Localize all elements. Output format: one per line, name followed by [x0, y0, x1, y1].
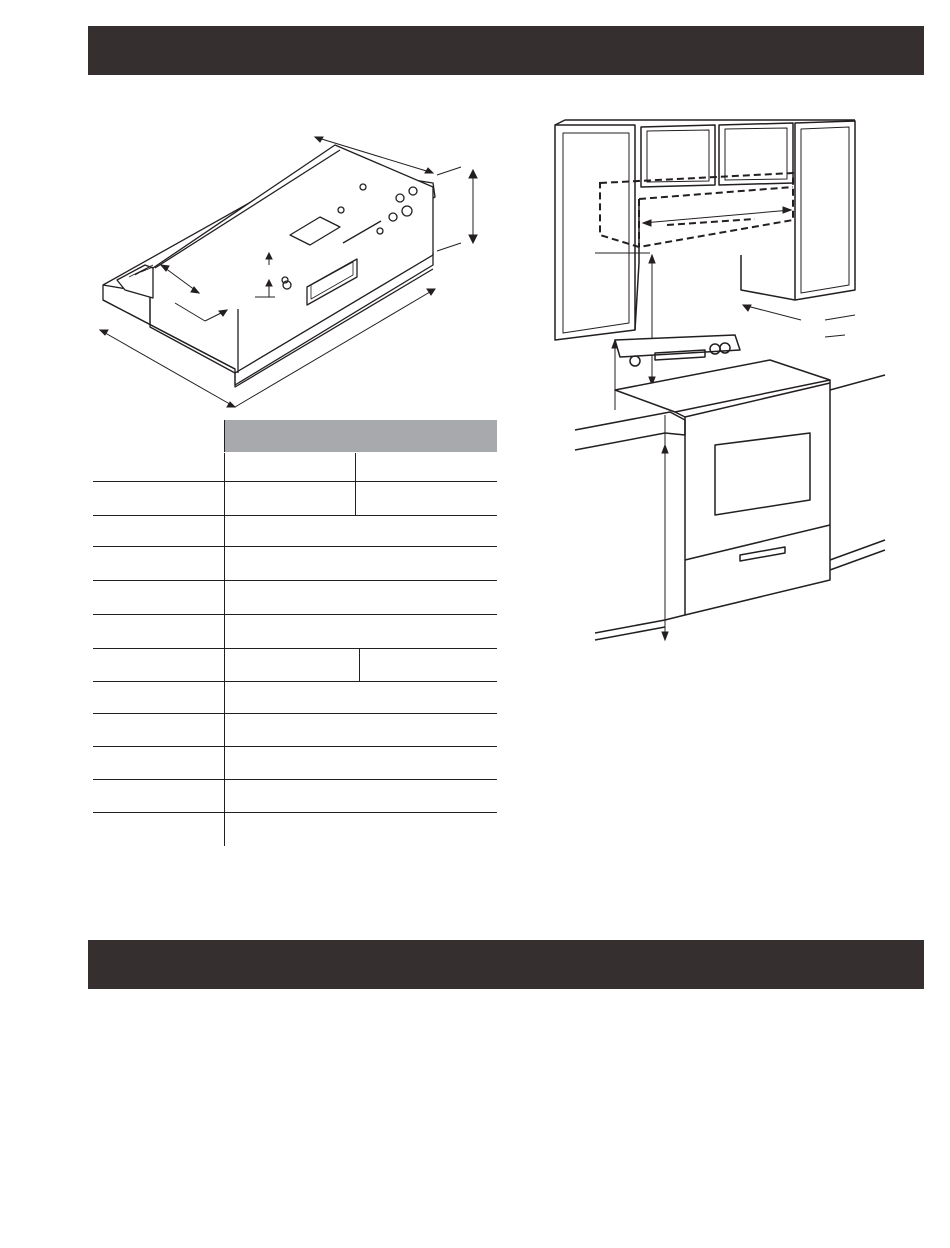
section-header-bar-bottom — [88, 940, 924, 989]
hood-dimension-diagram — [95, 125, 495, 415]
table-row-line — [93, 779, 497, 780]
table-divider-label-column — [224, 420, 225, 846]
table-row-line — [93, 812, 497, 813]
table-row-line — [93, 648, 497, 649]
table-row-line — [93, 713, 497, 714]
table-divider-split-2 — [359, 648, 360, 681]
installation-clearance-diagram — [555, 115, 890, 655]
section-header-bar-top — [88, 26, 924, 75]
spec-table-header — [225, 420, 497, 452]
table-row-line — [93, 746, 497, 747]
table-header-gap — [224, 452, 497, 453]
table-row-line — [93, 681, 497, 682]
table-row-line — [93, 546, 497, 547]
table-divider-split-1 — [355, 452, 356, 516]
table-row-line — [93, 614, 497, 615]
table-row-line — [93, 580, 497, 581]
table-row-line — [93, 515, 497, 516]
spec-table — [93, 420, 497, 846]
table-row-line — [93, 481, 497, 482]
